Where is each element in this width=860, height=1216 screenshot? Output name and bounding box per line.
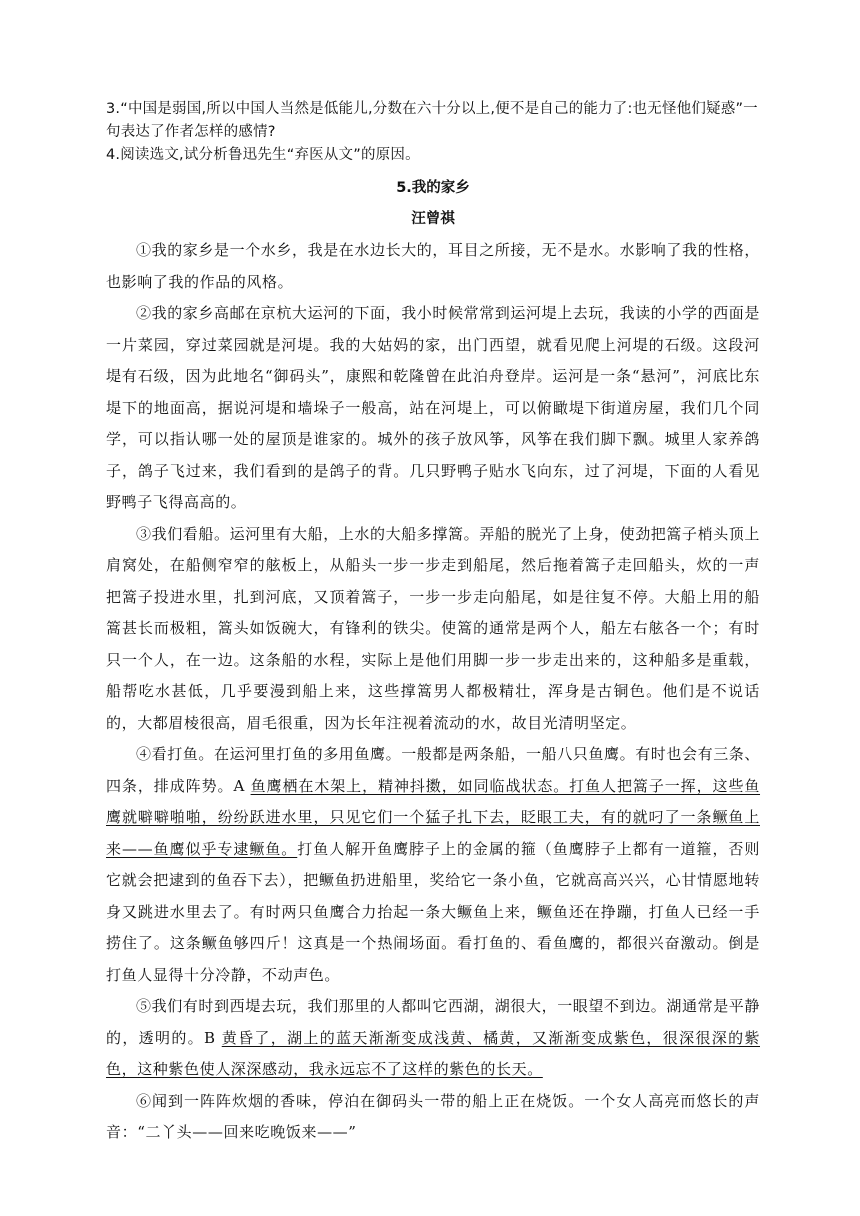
article-author: 汪曾祺 [411,211,455,227]
paragraph-6: ⑥闻到一阵阵炊烟的香味，停泊在御码头一带的船上正在烧饭。一个女人高亮而悠长的声音：“二丫头——回来吃晚饭来——” [106,1091,760,1141]
paragraph-4 [106,739,760,991]
question-4: 4.阅读选文,试分析鲁迅先生“弃医从文”的原因。 [106,147,420,163]
underlined-sentence-a: 鱼鹰栖在木架上，精神抖擞，如同临战状态。打鱼人把篙子一挥，这些鱼鹰就噼噼啪啪，纷纷跃进水里，只见它们一个猛子扎下去，眨眼工夫，有的就叼了一条鳜鱼上来——鱼鹰似乎专逮鳜鱼。 [106,776,761,858]
paragraph-5 [106,991,760,1086]
article-title: 5.我的家乡 [396,180,470,196]
paragraph-5-text-a: ⑤我们有时到西堤去玩，我们那里的人都叫它西湖，湖很大，一眼望不到边。湖通常是平静的，透明的。B [106,997,761,1047]
paragraph-2: ②我的家乡高邮在京杭大运河的下面，我小时候常常到运河堤上去玩，我读的小学的西面是一片菜园，穿过菜园就是河堤。我的大姑妈的家，出门西望，就看见爬上河堤的石级。这段河堤有石级，因为此地名“御码头”，康熙和乾隆曾在此泊舟登岸。运河是一条“悬河”，河底比东堤下的地面高，据说河堤和墙垛子一般高，站在河堤上，可以俯瞰堤下街道房屋，我们几个同学，可以指认哪一处的屋顶是谁家的。城外的孩子放风筝，风筝在我们脚下飘。城里人家养鸽子，鸽子飞过来，我们看到的是鸽子的背。几只野鸭子贴水飞向东，过了河堤，下面的人看见野鸭子飞得高高的。 [106,304,761,511]
paragraph-4-text-a: ④看打鱼。在运河里打鱼的多用鱼鹰。一般都是两条船，一船八只鱼鹰。有时也会有三条、四条，排成阵势。A [106,745,761,795]
paragraph-3: ③我们看船。运河里有大船，上水的大船多撑篙。弄船的脱光了上身，使劲把篙子梢头顶上肩窝处，在船侧窄窄的舷板上，从船头一步一步走到船尾，然后拖着篙子走回船头，炊的一声把篙子投进水里，扎到河底，又顶着篙子，一步一步走向船尾，如是往复不停。大船上用的船篙甚长而极粗，篙头如饭碗大，有锋利的铁尖。使篙的通常是两个人，船左右舷各一个；有时只一个人，在一边。这条船的水程，实际上是他们用脚一步一步走出来的，这种船多是重载，船帮吃水甚低，几乎要漫到船上来，这些撑篙男人都极精壮，浑身是古铜色。他们是不说话的，大都眉棱很高，眉毛很重，因为长年注视着流动的水，故目光清明坚定。 [106,524,761,732]
paragraph-4-text-b: 打鱼人解开鱼鹰脖子上的金属的箍（鱼鹰脖子上都有一道箍，否则它就会把逮到的鱼吞下去），把鳜鱼扔进船里，奖给它一条小鱼，它就高高兴兴，心甘情愿地转身又跳进水里去了。有时两只鱼鹰合力抬起一条大鳜鱼上来，鳜鱼还在挣蹦，打鱼人已经一手捞住了。这条鳜鱼够四斤！这真是一个热闹场面。看打鱼的、看鱼鹰的，都很兴奋激动。倒是打鱼人显得十分冷静，不动声色。 [106,839,761,984]
question-3: 3.“中国是弱国,所以中国人当然是低能儿,分数在六十分以上,便不是自己的能力了:也无怪他们疑惑”一句表达了作者怎样的感情? [106,101,758,140]
document-content [106,98,760,1149]
underlined-sentence-b: 黄昏了，湖上的蓝天渐渐变成浅黄、橘黄，又渐渐变成紫色，很深很深的紫色，这种紫色使人深深感动，我永远忘不了这样的紫色的长天。 [106,1028,760,1078]
paragraph-1: ①我的家乡是一个水乡，我是在水边长大的，耳目之所接，无不是水。水影响了我的性格，也影响了我的作品的风格。 [106,241,761,291]
